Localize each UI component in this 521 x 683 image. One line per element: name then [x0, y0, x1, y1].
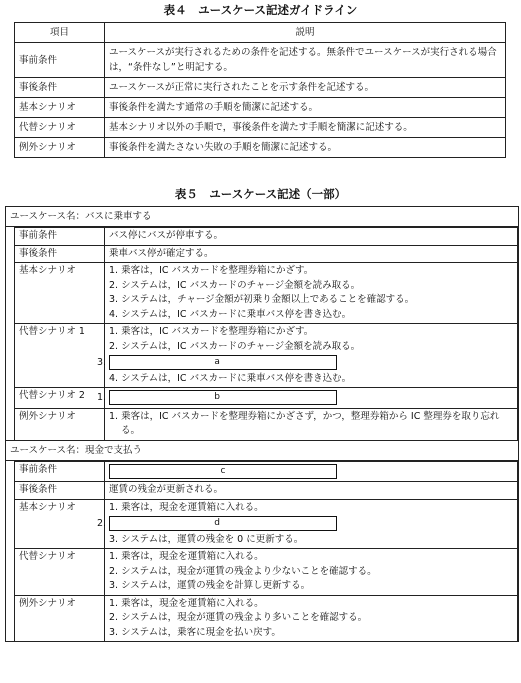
scenario-step — [97, 389, 513, 407]
row-item: 例外シナリオ — [15, 408, 105, 440]
table5-caption: 表５ ユースケース記述（一部） — [174, 187, 347, 201]
table-row — [15, 43, 506, 78]
scenario-step — [97, 354, 513, 372]
row-item: 例外シナリオ — [15, 138, 105, 158]
table-row — [15, 595, 518, 641]
table-row — [15, 228, 518, 246]
row-description: 事後条件を満たす通常の手順を簡潔に記述する。 — [105, 98, 506, 118]
scenario-step — [97, 515, 513, 533]
scenario-step: 1. 乗客は，IC バスカードを整理券箱にかざさず，かつ，整理券箱から IC 整理券を取り忘れる。 — [109, 410, 500, 436]
row-item: 事後条件 — [15, 78, 105, 98]
step-number: 1. — [97, 392, 107, 403]
scenario-step: 2. システムは，現金が運賃の残金より多いことを確認する。 — [109, 612, 368, 623]
table-row — [15, 408, 518, 440]
usecase-table — [5, 206, 519, 642]
scenario-step: 1. 乗客は，現金を運賃箱に入れる。 — [109, 501, 264, 513]
row-item: 代替シナリオ 2 — [15, 388, 105, 409]
row-item: 例外シナリオ — [15, 595, 105, 641]
row-description — [97, 388, 518, 409]
scenario-step: 3. システムは，運賃の残金を計算し更新する。 — [109, 580, 311, 591]
row-description: ユースケースが正常に実行されたことを示す条件を記述する。 — [105, 78, 506, 98]
row-item: 事前条件 — [15, 461, 105, 482]
usecase-title: ユースケース名：バスに乗車する — [6, 207, 519, 227]
header-item: 項目 — [15, 23, 105, 43]
row-description — [97, 324, 518, 388]
table-row — [15, 118, 506, 138]
table-row — [15, 461, 518, 482]
table-row — [15, 245, 518, 263]
row-description: ユースケースが実行されるための条件を記述する。無条件でユースケースが実行される場合は，“条件なし”と明記する。 — [105, 43, 506, 78]
scenario-step: 1. 乗客は，IC バスカードを整理券箱にかざす。 — [109, 326, 314, 337]
table-row — [15, 482, 518, 500]
row-item: 代替シナリオ 1 — [15, 324, 105, 388]
row-item: 基本シナリオ — [15, 499, 105, 549]
row-description — [105, 549, 518, 596]
blank-box-c: c — [109, 464, 337, 479]
scenario-step: 3. システムは，乗客に現金を払い戻す。 — [109, 626, 281, 638]
step-number: 3. — [97, 357, 107, 368]
scenario-step: 1. 乗客は，IC バスカードを整理券箱にかざす。 — [109, 265, 314, 276]
row-description: 乗車バス停が確定する。 — [105, 245, 518, 263]
scenario-step: 1. 乗客は，現金を運賃箱に入れる。 — [109, 551, 264, 562]
usecase-title: ユースケース名：現金で支払う — [6, 440, 519, 460]
row-item: 事後条件 — [15, 482, 105, 500]
usecase-title-row — [6, 207, 519, 227]
scenario-step: 2. システムは，IC バスカードのチャージ金額を読み取る。 — [109, 340, 361, 352]
usecase-title-row — [6, 440, 519, 460]
row-item: 代替シナリオ — [15, 549, 105, 596]
table-row — [15, 138, 506, 158]
table-row — [15, 499, 518, 549]
scenario-step: 4. システムは，IC バスカードに乗車バス停を書き込む。 — [109, 308, 352, 320]
blank-box-b: b — [109, 390, 337, 405]
row-description: 運賃の残金が更新される。 — [105, 482, 518, 500]
table4-caption: 表４ ユースケース記述ガイドライン — [163, 3, 358, 17]
blank-box-a: a — [109, 355, 337, 370]
step-number: 2. — [97, 518, 107, 529]
row-description — [105, 263, 518, 324]
scenario-step: 1. 乗客は，現金を運賃箱に入れる。 — [109, 597, 264, 609]
scenario-step: 3. システムは，チャージ金額が初乗り金額以上であることを確認する。 — [109, 294, 415, 305]
table-row — [15, 549, 518, 596]
row-item: 基本シナリオ — [15, 263, 105, 324]
row-description — [105, 595, 518, 641]
row-description — [105, 408, 518, 440]
table-row — [15, 78, 506, 98]
table-row — [15, 324, 518, 388]
row-description: バス停にバスが停車する。 — [105, 228, 518, 246]
usecase-body-row — [6, 460, 519, 642]
usecase1-inner-table — [14, 227, 518, 440]
row-item: 事前条件 — [15, 43, 105, 78]
row-item: 事前条件 — [15, 228, 105, 246]
scenario-step: 2. システムは，現金が運賃の残金より少ないことを確認する。 — [109, 565, 377, 577]
usecase2-inner-table — [14, 461, 518, 642]
usecase-body — [6, 460, 519, 642]
row-item: 基本シナリオ — [15, 98, 105, 118]
scenario-step: 4. システムは，IC バスカードに乗車バス停を書き込む。 — [109, 372, 352, 384]
guideline-table — [14, 22, 506, 158]
scenario-step: 3. システムは，運賃の残金を 0 に更新する。 — [109, 533, 304, 545]
table-row — [15, 98, 506, 118]
table-header-row — [15, 23, 506, 43]
header-description: 説明 — [105, 23, 506, 43]
table-row — [15, 388, 518, 409]
row-description: 事後条件を満たさない失敗の手順を簡潔に記述する。 — [105, 138, 506, 158]
row-item: 代替シナリオ — [15, 118, 105, 138]
row-description: 基本シナリオ以外の手順で，事後条件を満たす手順を簡潔に記述する。 — [105, 118, 506, 138]
row-item: 事後条件 — [15, 245, 105, 263]
blank-box-d: d — [109, 516, 337, 531]
row-description — [105, 461, 518, 482]
usecase-body-row — [6, 227, 519, 441]
usecase-body — [6, 227, 519, 441]
row-description — [97, 499, 518, 549]
scenario-step: 2. システムは，IC バスカードのチャージ金額を読み取る。 — [109, 279, 361, 291]
table-row — [15, 263, 518, 324]
